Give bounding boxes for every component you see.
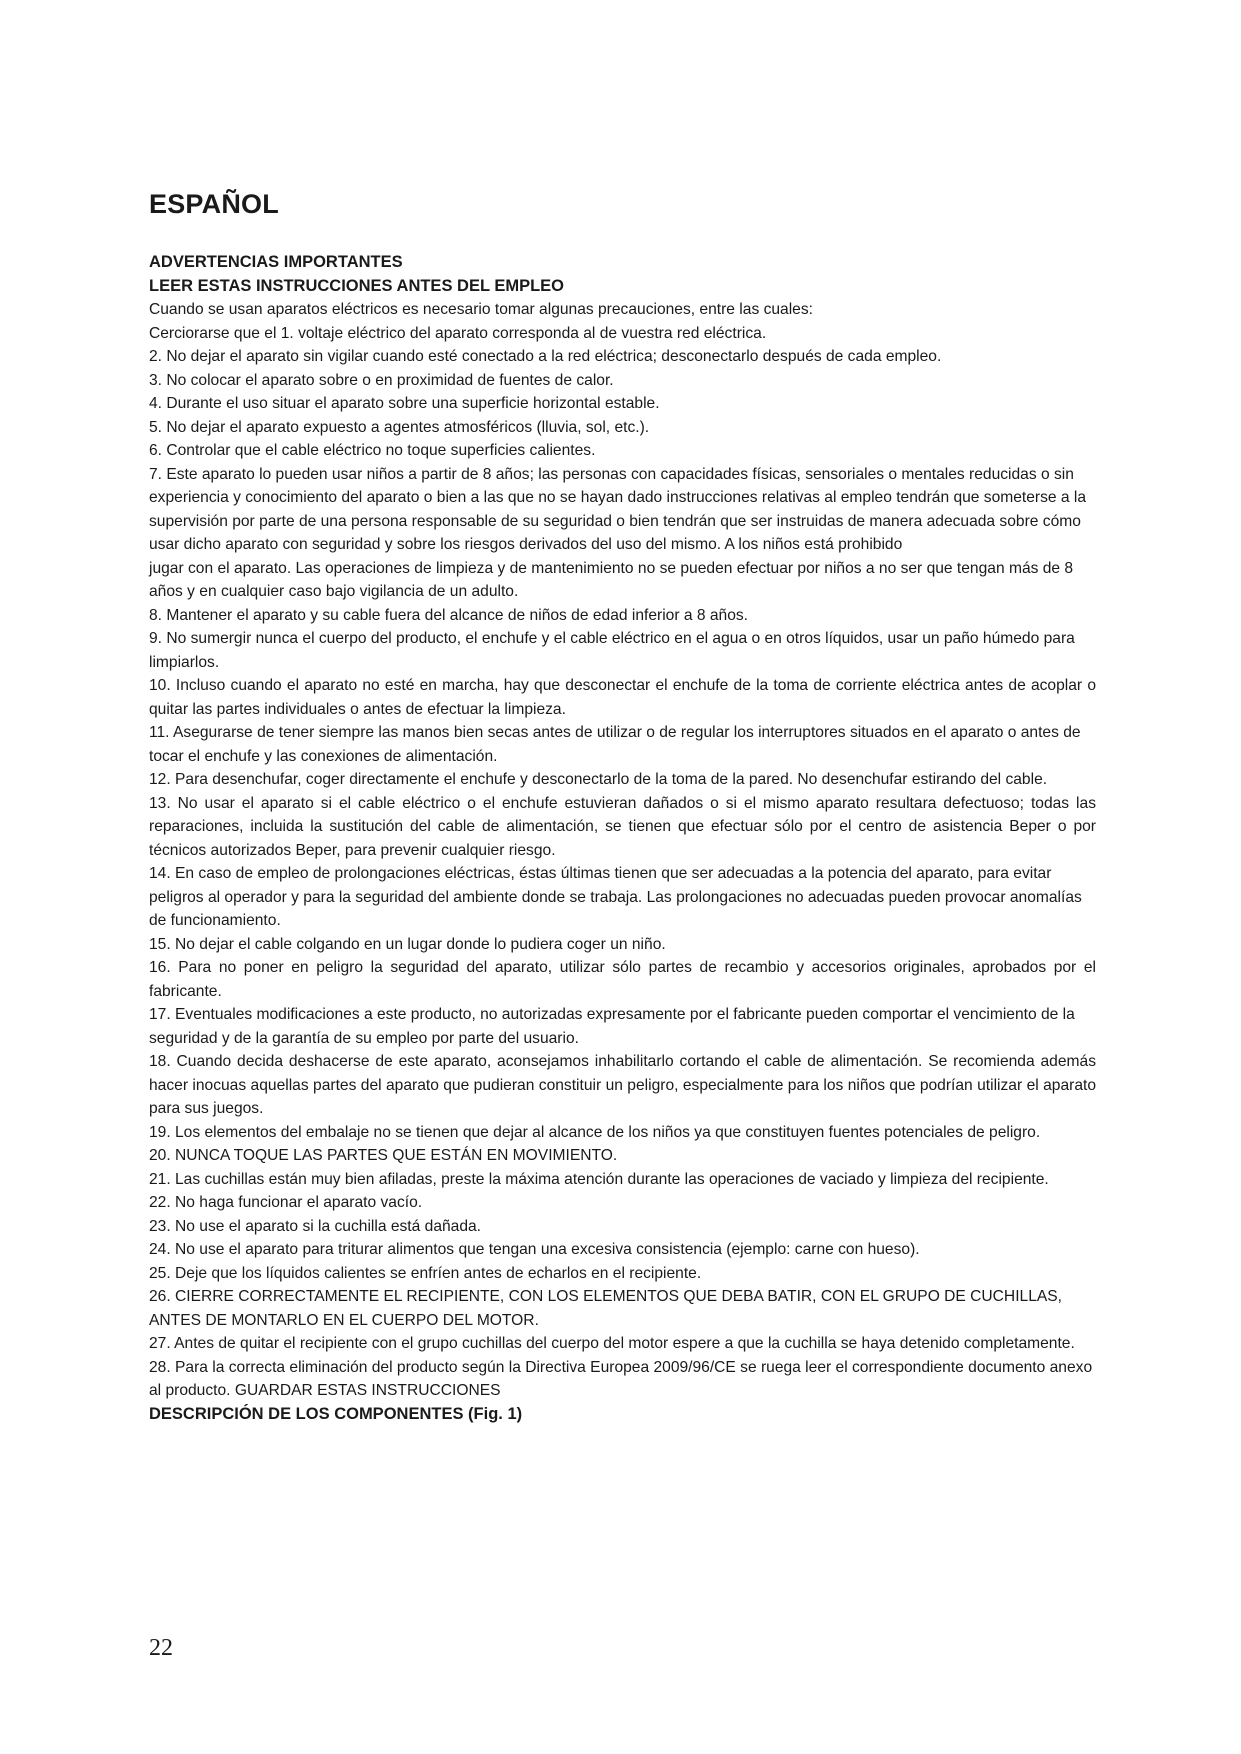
list-item: 17. Eventuales modificaciones a este producto, no autorizadas expresamente por el fabricante pueden comportar el vencimiento de la seguridad y de la garantía de su empleo por parte del usuario. xyxy=(149,1006,1075,1047)
list-item: 28. Para la correcta eliminación del producto según la Directiva Europea 2009/96/CE se ruega leer el correspondiente documento anexo al producto. GUARDAR ESTAS INSTRUCCIONES xyxy=(149,1358,1093,1399)
list-item: 8. Mantener el aparato y su cable fuera del alcance de niños de edad inferior a 8 años. xyxy=(149,606,749,624)
list-item: 27. Antes de quitar el recipiente con el grupo cuchillas del cuerpo del motor espere a que la cuchilla se haya detenido completamente. xyxy=(149,1335,1075,1352)
read-instructions-heading: LEER ESTAS INSTRUCCIONES ANTES DEL EMPLEO xyxy=(149,276,564,295)
list-item: 25. Deje que los líquidos calientes se enfríen antes de echarlos en el recipiente. xyxy=(149,1264,702,1282)
list-item: 22. No haga funcionar el aparato vacío. xyxy=(149,1194,423,1211)
components-heading: DESCRIPCIÓN DE LOS COMPONENTES (Fig. 1) xyxy=(149,1404,523,1423)
list-item: 14. En caso de empleo de prolongaciones eléctricas, éstas últimas tienen que ser adecuadas a la potencia del aparato, para evitar peligros al operador y para la seguridad del ambiente donde se trabaja. Las prolongaciones no adecuadas pueden provocar anomalías de funcionamiento. xyxy=(149,865,1082,929)
list-item: 10. Incluso cuando el aparato no esté en marcha, hay que desconectar el enchufe de la toma de corriente eléctrica antes de acoplar o quitar las partes individuales o antes de efectuar la limpieza. xyxy=(149,677,1096,718)
list-item: 9. No sumergir nunca el cuerpo del producto, el enchufe y el cable eléctrico en el agua o en otros líquidos, usar un paño húmedo para limpiarlos. xyxy=(149,630,1075,671)
list-item: 23. No use el aparato si la cuchilla está dañada. xyxy=(149,1217,482,1235)
list-item: 16. Para no poner en peligro la seguridad del aparato, utilizar sólo partes de recambio y accesorios originales, aprobados por el fabricante. xyxy=(149,959,1096,1000)
list-item: 3. No colocar el aparato sobre o en proximidad de fuentes de calor. xyxy=(149,371,614,389)
list-item: 4. Durante el uso situar el aparato sobre una superficie horizontal estable. xyxy=(149,395,660,412)
warnings-heading: ADVERTENCIAS IMPORTANTES xyxy=(149,253,403,271)
language-title: ESPAÑOL xyxy=(149,189,279,219)
list-item: jugar con el aparato. Las operaciones de limpieza y de mantenimiento no se pueden efectuar por niños a no ser que tengan más de 8 años y en cualquier caso bajo vigilancia de un adulto. xyxy=(149,559,1074,600)
list-item: 26. CIERRE CORRECTAMENTE EL RECIPIENTE, CON LOS ELEMENTOS QUE DEBA BATIR, CON EL GRUPO DE CUCHILLAS, ANTES DE MONTARLO EN EL CUERPO DEL MOTOR. xyxy=(149,1288,1063,1329)
list-item: Cerciorarse que el 1. voltaje eléctrico del aparato corresponda al de vuestra red eléctrica. xyxy=(149,324,767,342)
list-item: 24. No use el aparato para triturar alimentos que tengan una excesiva consistencia (ejemplo: carne con hueso). xyxy=(149,1241,920,1258)
list-item: 11. Asegurarse de tener siempre las manos bien secas antes de utilizar o de regular los interruptores situados en el aparato o antes de tocar el enchufe y las conexiones de alimentación. xyxy=(149,724,1081,765)
list-item: 19. Los elementos del embalaje no se tienen que dejar al alcance de los niños ya que constituyen fuentes potenciales de peligro. xyxy=(149,1123,1041,1141)
list-item: 5. No dejar el aparato expuesto a agentes atmosféricos (lluvia, sol, etc.). xyxy=(149,418,650,436)
page-number: 22 xyxy=(149,1635,173,1661)
list-item: 21. Las cuchillas están muy bien afiladas, preste la máxima atención durante las operaciones de vaciado y limpieza del recipiente. xyxy=(149,1170,1049,1188)
list-item: 15. No dejar el cable colgando en un lugar donde lo pudiera coger un niño. xyxy=(149,935,666,953)
list-item: 13. No usar el aparato si el cable eléctrico o el enchufe estuvieran dañados o si el mismo aparato resultara defectuoso; todas las reparaciones, incluida la sustitución del cable de alimentación, se tienen que efectuar sólo por el centro de asistencia Beper o por técnicos autorizados Beper, para prevenir cualquier riesgo. xyxy=(149,794,1096,859)
list-item: 12. Para desenchufar, coger directamente el enchufe y desconectarlo de la toma de la pared. No desenchufar estirando del cable. xyxy=(149,771,1048,788)
intro-paragraph: Cuando se usan aparatos eléctricos es necesario tomar algunas precauciones, entre las cuales: xyxy=(149,301,813,318)
list-item: 6. Controlar que el cable eléctrico no toque superficies calientes. xyxy=(149,442,596,459)
list-item: 2. No dejar el aparato sin vigilar cuando esté conectado a la red eléctrica; desconectarlo después de cada empleo. xyxy=(149,348,942,365)
list-item: 18. Cuando decida deshacerse de este aparato, aconsejamos inhabilitarlo cortando el cable de alimentación. Se recomienda además hacer inocuas aquellas partes del aparato que pudieran constituir un peligro, especialmente para los niños que podrían utilizar el aparato para sus juegos. xyxy=(149,1053,1096,1117)
list-item: 7. Este aparato lo pueden usar niños a partir de 8 años; las personas con capacidades físicas, sensoriales o mentales reducidas o sin experiencia y conocimiento del aparato o bien a las que no se hayan dado instrucciones relativas al empleo tendrán que someterse a la supervisión por parte de una persona responsable de su seguridad o bien tendrán que ser instruidas de manera adecuada sobre cómo usar dicho aparato con seguridad y sobre los riesgos derivados del uso del mismo. A los niños está prohibido xyxy=(149,465,1087,553)
document-page xyxy=(149,180,1096,1426)
list-item: 20. NUNCA TOQUE LAS PARTES QUE ESTÁN EN MOVIMIENTO. xyxy=(149,1147,618,1164)
